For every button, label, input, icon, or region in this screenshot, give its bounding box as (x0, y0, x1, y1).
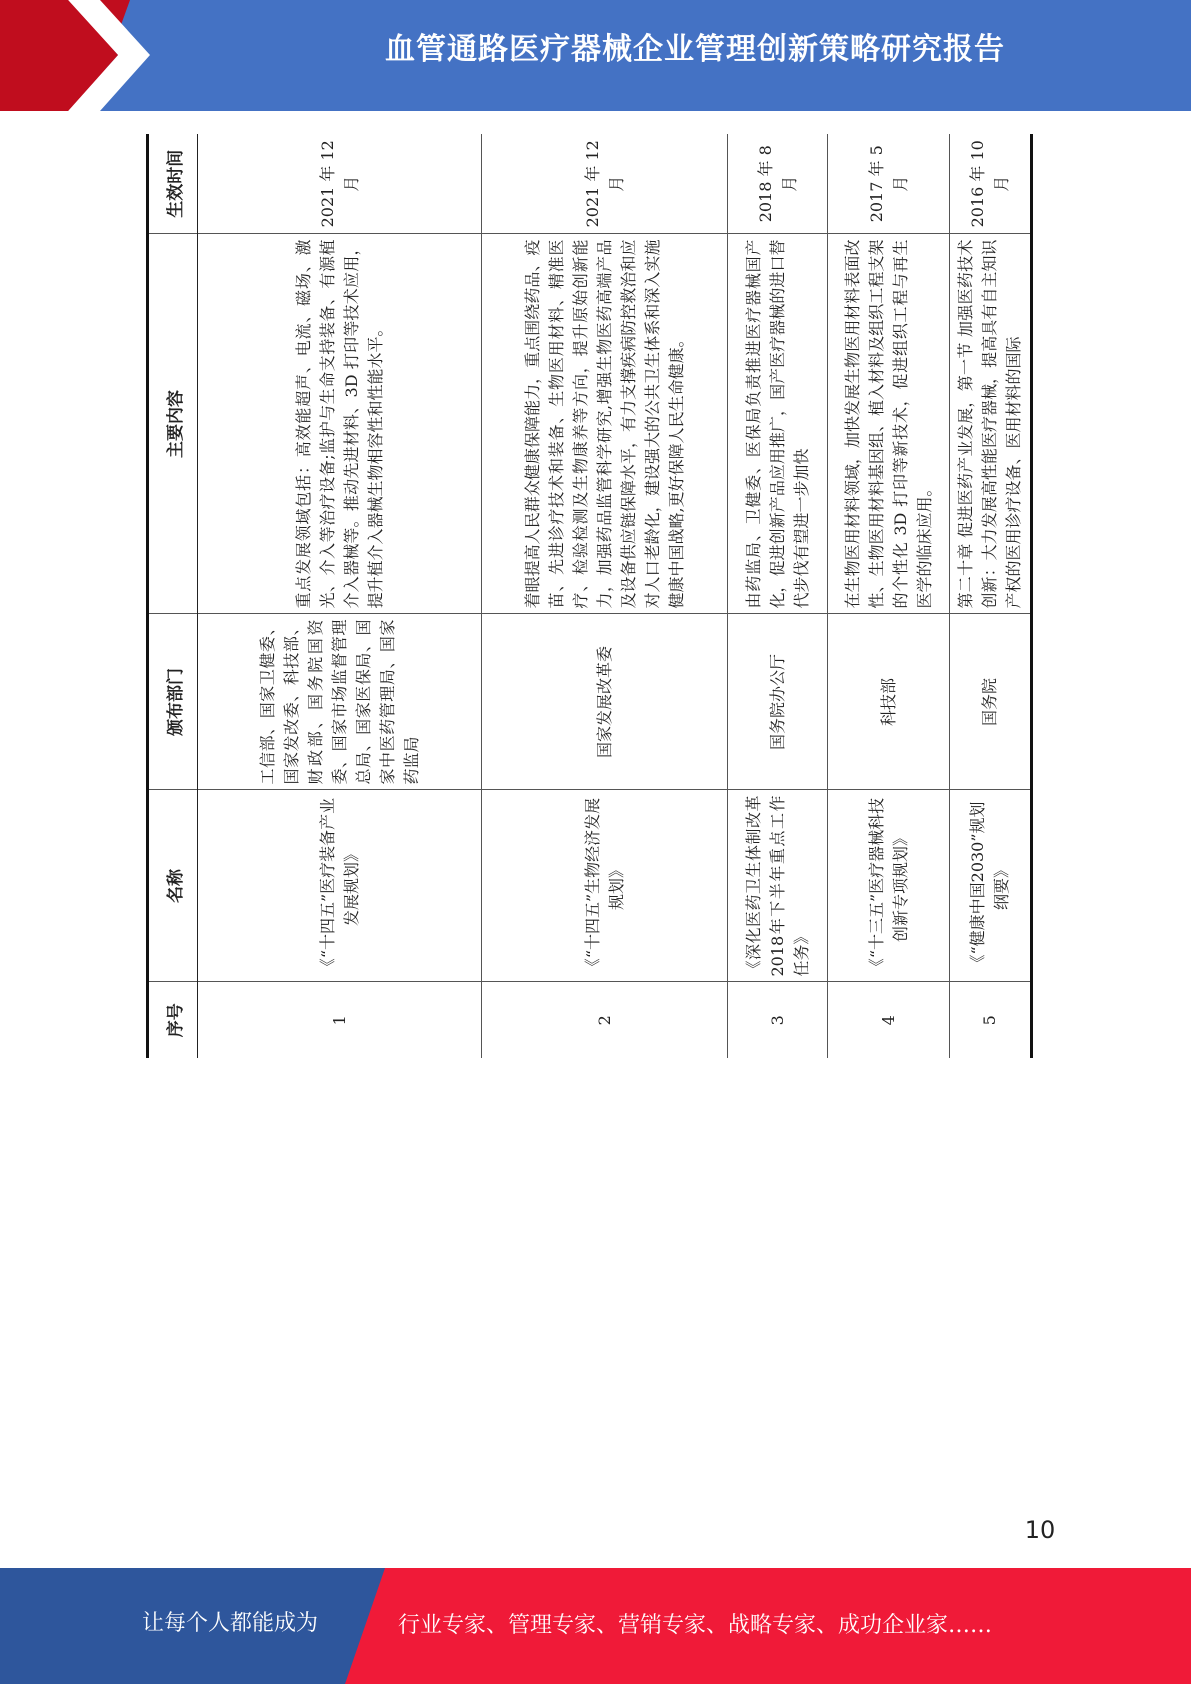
cell-dept: 国务院办公厅 (728, 614, 828, 790)
cell-name: 《“十四五”生物经济发展规划》 (482, 790, 728, 982)
cell-date: 2021 年 12 月 (198, 134, 482, 234)
cell-dept: 国家发展改革委 (482, 614, 728, 790)
cell-date: 2018 年 8 月 (728, 134, 828, 234)
footer-slogan-left: 让每个人都能成为 (142, 1611, 319, 1636)
col-header-dept: 颁布部门 (148, 614, 198, 790)
col-header-date: 生效时间 (148, 134, 198, 234)
cell-name: 《“十四五”医疗装备产业发展规划》 (198, 790, 482, 982)
cell-no: 2 (482, 982, 728, 1058)
table-row (728, 134, 828, 1058)
col-header-content: 主要内容 (148, 234, 198, 614)
cell-name: 《深化医药卫生体制改革2018年下半年重点工作任务》 (728, 790, 828, 982)
cell-content: 由药监局、卫健委、医保局负责推进医疗器械国产化，促进创新产品应用推广，国产医疗器械的进口替代步伐有望进一步加快 (728, 234, 828, 614)
cell-dept: 国务院 (950, 614, 1032, 790)
cell-date: 2016 年 10 月 (950, 134, 1032, 234)
policy-table (146, 134, 1033, 1058)
policy-table-container (146, 134, 1023, 1058)
cell-dept: 工信部、国家卫健委、国家发改委、科技部、财政部、国务院国资委、国家市场监督管理总局、国家医保局、国家中医药管理局、国家药监局 (198, 614, 482, 790)
footer-slogan-right: 行业专家、管理专家、营销专家、战略专家、成功企业家…… (398, 1613, 993, 1638)
cell-no: 1 (198, 982, 482, 1058)
cell-date: 2021 年 12 月 (482, 134, 728, 234)
cell-content: 着眼提高人民群众健康保障能力，重点围绕药品、疫苗、先进诊疗技术和装备、生物医用材料、精准医疗、检验检测及生物康养等方向，提升原始创新能力，加强药品监管科学研究,增强生物医药高端产品及设备供应链保障水平，有力支撑疾病防控救治和应对人口老龄化，建设强大的公共卫生体系和深入实施健康中国战略,更好保障人民生命健康。 (482, 234, 728, 614)
cell-date: 2017 年 5 月 (828, 134, 950, 234)
page-header (0, 0, 1191, 111)
cell-content: 在生物医用材料领域，加快发展生物医用材料表面改性、生物医用材料基因组、植入材料及组织工程支架的个性化 3D 打印等新技术，促进组织工程与再生医学的临床应用。 (828, 234, 950, 614)
table-header-row (148, 134, 198, 1058)
cell-dept: 科技部 (828, 614, 950, 790)
table-row (950, 134, 1032, 1058)
col-header-name: 名称 (148, 790, 198, 982)
report-title: 血管通路医疗器械企业管理创新策略研究报告 (385, 32, 1005, 67)
cell-name: 《“健康中国2030”规划纲要》 (950, 790, 1032, 982)
table-row (828, 134, 950, 1058)
cell-content: 重点发展领域包括：高效能超声、电流、磁场、激光、介入等治疗设备;监护与生命支持装备、有源植介入器械等。推动先进材料、3D 打印等技术应用，提升植介入器械生物相容性和性能水平。 (198, 234, 482, 614)
page-footer (0, 1568, 1191, 1684)
col-header-no: 序号 (148, 982, 198, 1058)
cell-content: 第二十章 促进医药产业发展，第一节 加强医药技术创新：大力发展高性能医疗器械，提高具有自主知识产权的医用诊疗设备、医用材料的国际 (950, 234, 1032, 614)
cell-no: 5 (950, 982, 1032, 1058)
cell-no: 3 (728, 982, 828, 1058)
page-number: 10 (1024, 1516, 1056, 1544)
table-row (198, 134, 482, 1058)
cell-name: 《“十三五”医疗器械科技创新专项规划》 (828, 790, 950, 982)
table-row (482, 134, 728, 1058)
cell-no: 4 (828, 982, 950, 1058)
